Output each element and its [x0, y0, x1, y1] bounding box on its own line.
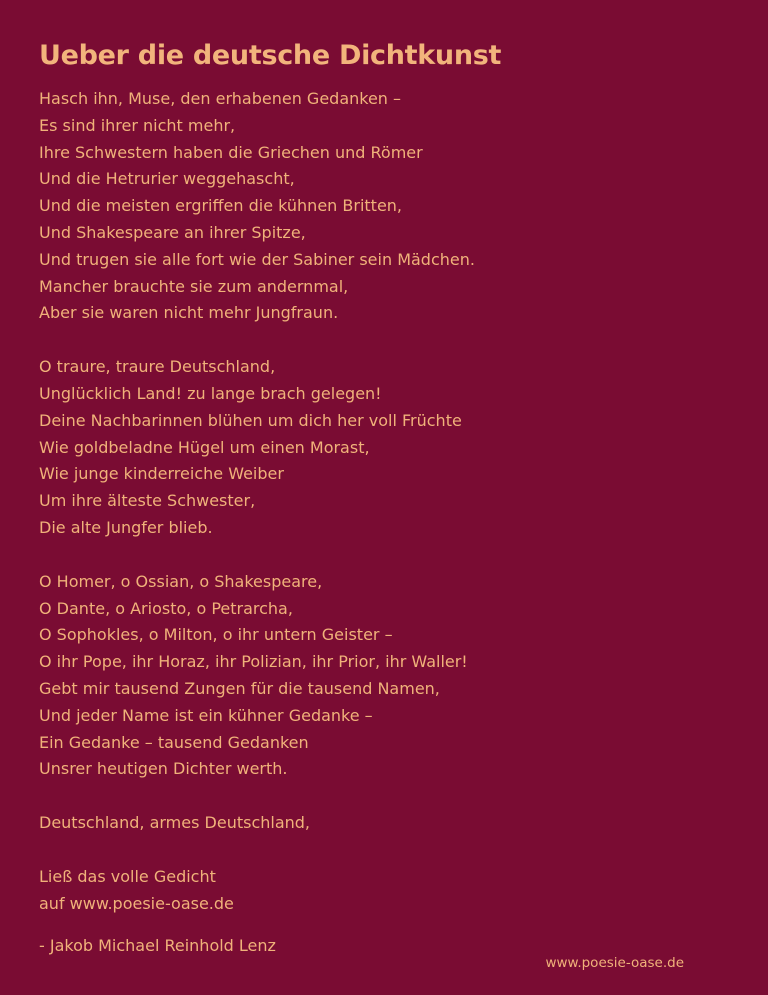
poem-line: Und die Hetrurier weggehascht, — [39, 169, 295, 189]
read-full-poem-note — [39, 864, 739, 918]
poem-line: Unglücklich Land! zu lange brach gelegen! — [39, 383, 382, 403]
poem-author: - Jakob Michael Reinhold Lenz — [39, 936, 276, 955]
poem-line: Es sind ihrer nicht mehr, — [39, 115, 236, 135]
poem-line: O Dante, o Ariosto, o Petrarcha, — [39, 598, 293, 618]
poem-line: Um ihre älteste Schwester, — [39, 491, 256, 511]
poem-line: Ließ das volle Gedicht — [39, 866, 216, 886]
poem-line: Und trugen sie alle fort wie der Sabiner sein Mädchen. — [39, 249, 475, 269]
poem-line: Mancher brauchte sie zum andernmal, — [39, 276, 349, 296]
poem-line: Wie goldbeladne Hügel um einen Morast, — [39, 437, 370, 457]
poem-line: Hasch ihn, Muse, den erhabenen Gedanken – — [39, 89, 402, 108]
stanza-2 — [39, 354, 739, 542]
poem-line: Die alte Jungfer blieb. — [39, 517, 213, 537]
poem-line: Und die meisten ergriffen die kühnen Britten, — [39, 196, 403, 216]
poem-line: Wie junge kinderreiche Weiber — [39, 464, 284, 484]
stanza-1 — [39, 86, 739, 327]
poem-line: Unsrer heutigen Dichter werth. — [39, 759, 288, 779]
poem-line: O ihr Pope, ihr Horaz, ihr Polizian, ihr Prior, ihr Waller! — [39, 652, 468, 672]
poem-line: O traure, traure Deutschland, — [39, 357, 276, 377]
site-watermark: www.poesie-oase.de — [545, 955, 684, 971]
poem-line: Ihre Schwestern haben die Griechen und Römer — [39, 142, 423, 162]
poem-line: Aber sie waren nicht mehr Jungfraun. — [39, 303, 339, 323]
poem-line: Deutschland, armes Deutschland, — [39, 813, 311, 833]
poem-body — [39, 86, 739, 945]
stanza-3 — [39, 569, 739, 783]
poem-line: Und Shakespeare an ihrer Spitze, — [39, 222, 306, 242]
poem-line: Deine Nachbarinnen blühen um dich her voll Früchte — [39, 410, 462, 430]
poem-line: Ein Gedanke – tausend Gedanken — [39, 732, 309, 752]
poem-line: Gebt mir tausend Zungen für die tausend Namen, — [39, 678, 440, 698]
poem-line: O Sophokles, o Milton, o ihr untern Geister – — [39, 625, 393, 645]
poem-line: O Homer, o Ossian, o Shakespeare, — [39, 571, 323, 591]
stanza-4 — [39, 810, 739, 837]
poem-line: Und jeder Name ist ein kühner Gedanke – — [39, 705, 373, 725]
poem-title: Ueber die deutsche Dichtkunst — [39, 40, 502, 71]
source-link-text[interactable]: auf www.poesie-oase.de — [39, 893, 234, 913]
